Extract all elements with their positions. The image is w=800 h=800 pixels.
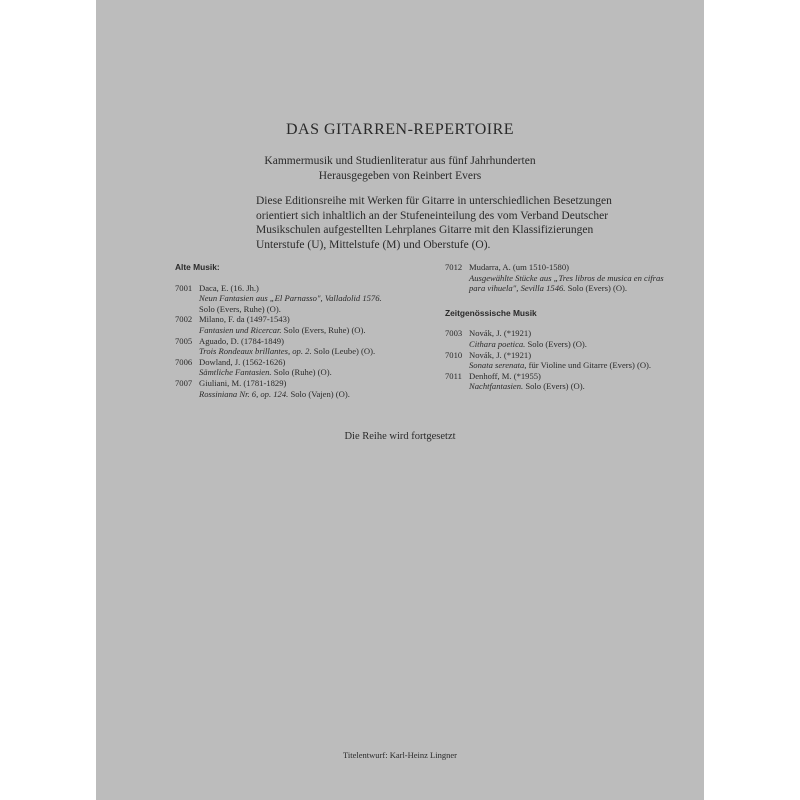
- subtitle-line-1: Kammermusik und Studienliteratur aus fünf Jahrhunderten: [264, 155, 536, 167]
- catalog-page: [96, 0, 704, 800]
- entry-detail: Solo (Evers) (O).: [567, 283, 628, 294]
- entry-number: 7012: [445, 262, 463, 272]
- intro-paragraph: [256, 194, 656, 252]
- entry-work: Sonata serenata,: [469, 360, 527, 371]
- entry-number: 7007: [175, 377, 193, 388]
- catalog-entry: [175, 378, 435, 399]
- entry-work: Fantasien und Ricercar.: [199, 324, 282, 335]
- catalog-entry: [445, 350, 685, 371]
- entry-number: 7003: [445, 328, 463, 339]
- page-title: DAS GITARREN-REPERTOIRE: [285, 121, 515, 138]
- entry-detail: Solo (Evers, Ruhe) (O).: [199, 303, 281, 314]
- catalog-entry: [175, 336, 435, 357]
- catalog-entry: [445, 371, 685, 392]
- entry-work: Nachtfantasien.: [469, 381, 524, 392]
- entry-detail: für Violine und Gitarre (Evers) (O).: [528, 360, 652, 371]
- entry-work: Trois Rondeaux brillantes, op. 2.: [199, 346, 312, 357]
- entry-composer: Daca, E. (16. Jh.): [199, 282, 259, 293]
- entry-composer: Giuliani, M. (1781-1829): [199, 377, 287, 388]
- entry-number: 7001: [175, 282, 193, 293]
- catalog-entry: [175, 314, 435, 335]
- intro-line: Unterstufe (U), Mittelstufe (M) und Oberstufe (O).: [256, 238, 491, 251]
- old-music-heading: Alte Musik:: [175, 262, 220, 272]
- entry-work: Ausgewählte Stücke aus „Tres libros de musica en cifras: [469, 272, 664, 283]
- subtitle-line-2: Herausgegeben von Reinbert Evers: [318, 170, 482, 182]
- entry-composer: Denhoff, M. (*1955): [469, 370, 541, 381]
- entry-composer: Dowland, J. (1562-1626): [199, 356, 286, 367]
- contemporary-heading: Zeitgenössische Musik: [445, 307, 537, 318]
- continued-note: Die Reihe wird fortgesetzt: [344, 431, 456, 442]
- catalog-entry: [175, 283, 435, 315]
- entry-composer: Novák, J. (*1921): [469, 349, 532, 360]
- entry-detail: Solo (Leube) (O).: [313, 346, 376, 357]
- entry-number: 7010: [445, 349, 463, 360]
- entry-detail: Solo (Ruhe) (O).: [273, 367, 332, 378]
- entry-detail: Solo (Evers) (O).: [525, 381, 585, 392]
- catalog-entry: [445, 262, 685, 294]
- entry-detail: Solo (Evers, Ruhe) (O).: [283, 324, 366, 335]
- entry-number: 7006: [175, 356, 193, 367]
- right-column: [445, 262, 685, 392]
- entry-work: Neun Fantasien aus „El Parnasso", Valladolid 1576.: [199, 293, 382, 304]
- old-music-column: [175, 262, 435, 399]
- entry-composer: Milano, F. da (1497-1543): [199, 314, 290, 325]
- entry-composer: Mudarra, A. (um 1510-1580): [469, 262, 570, 272]
- entry-work: Rossiniana Nr. 6, op. 124.: [199, 388, 289, 399]
- entry-composer: Novák, J. (*1921): [469, 328, 532, 339]
- catalog-entry: [175, 357, 435, 378]
- entry-composer: Aguado, D. (1784-1849): [199, 335, 284, 346]
- entry-work: Sämtliche Fantasien.: [199, 367, 272, 378]
- cover-credit: Titelentwurf: Karl-Heinz Lingner: [343, 750, 457, 760]
- intro-line: Diese Editionsreihe mit Werken für Gitarre in unterschiedlichen Besetzungen: [256, 195, 612, 207]
- catalog-entry: [445, 328, 685, 349]
- intro-line: Musikschulen aufgestellten Lehrplanes Gitarre mit den Klassifizierungen: [256, 224, 594, 236]
- entry-number: 7005: [175, 335, 193, 346]
- entry-number: 7011: [445, 370, 462, 381]
- intro-line: orientiert sich inhaltlich an der Stufeneinteilung des vom Verband Deutscher: [256, 209, 609, 222]
- entry-detail: Solo (Vajen) (O).: [290, 388, 350, 399]
- entry-work: para vihuela", Sevilla 1546.: [469, 283, 566, 294]
- entry-number: 7002: [175, 314, 193, 325]
- entry-work: Cithara poetica.: [469, 338, 526, 349]
- entry-detail: Solo (Evers) (O).: [527, 338, 587, 349]
